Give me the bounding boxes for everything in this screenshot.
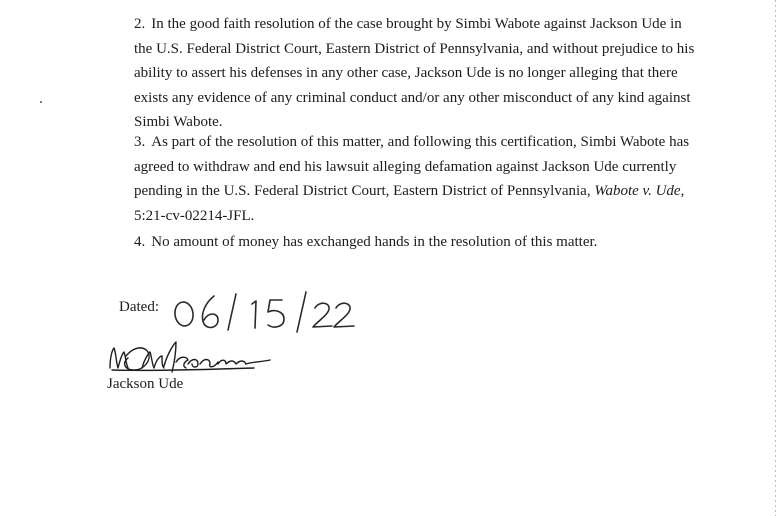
paragraph-2 [134,12,694,135]
case-name: Wabote v. Ude [594,183,681,199]
paragraph-line: ability to assert his defenses in any other case, Jackson Ude is no longer alleging that there [134,65,678,81]
paragraph-line: In the good faith resolution of the case brought by Simbi Wabote against Jackson Ude in [151,16,682,32]
signer-name: Jackson Ude [107,376,184,392]
scan-edge [775,0,776,516]
paragraph-4 [134,230,597,255]
paragraph-line: As part of the resolution of this matter, and following this certification, Simbi Wabote has [151,134,690,150]
scan-speck [40,101,42,103]
handwritten-date [170,290,360,335]
paragraph-line: pending in the U.S. Federal District Court, Eastern District of Pennsylvania, [134,183,591,199]
paragraph-line: the U.S. Federal District Court, Eastern District of Pennsylvania, and without prejudice to his [134,40,695,57]
paragraph-3: 3. As part of the resolution of this matter, and following this certification, Simbi Wabote has agreed to withdraw and end his lawsuit alleging defamation against Jackson Ude currently pending in the U.S. Federal District Court, Eastern District of Pennsylvania, Wabote v. Ude, 5:21-cv-02214-JFL. [134,130,689,228]
paragraph-line: Simbi Wabote. [134,114,223,130]
paragraph-line: agreed to withdraw and end his lawsuit alleging defamation against Jackson Ude currently [134,158,677,175]
paragraph-number: 3. [134,134,146,150]
dated-label: Dated: [119,299,159,315]
paragraph-line: No amount of money has exchanged hands in the resolution of this matter. [151,234,598,250]
signature-image [104,338,284,378]
paragraph-line: exists any evidence of any criminal conduct and/or any other misconduct of any kind against [134,89,691,106]
case-number: 5:21-cv-02214-JFL. [134,207,255,224]
paragraph-number: 2. [134,16,146,32]
paragraph-number: 4. [134,234,146,250]
